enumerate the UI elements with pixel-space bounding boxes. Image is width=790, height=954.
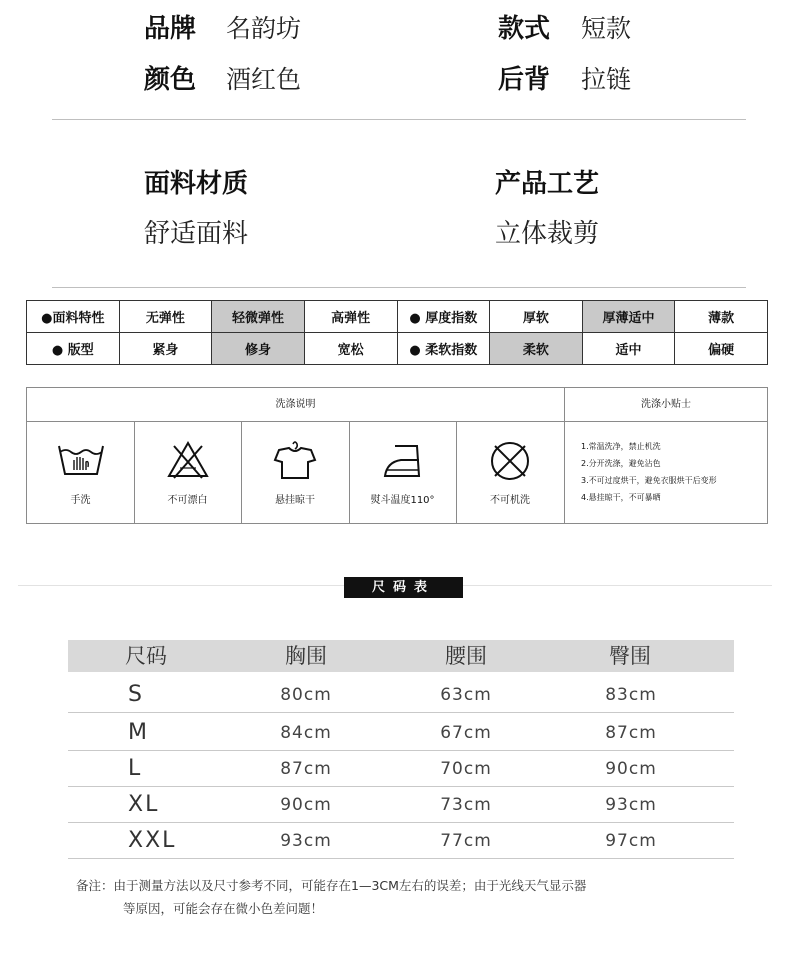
wash-item xyxy=(27,422,134,524)
attr-cell-selected: 修身 xyxy=(212,333,305,365)
wash-item xyxy=(134,422,241,524)
size-cell: XXL xyxy=(128,828,177,853)
table-row xyxy=(68,715,734,751)
waist-cell: 63cm xyxy=(440,685,492,705)
attribute-row-fit xyxy=(27,333,768,365)
brand-value: 名韵坊 xyxy=(226,14,302,43)
table-row xyxy=(68,823,734,859)
style-value: 短款 xyxy=(581,14,632,43)
attr-cell-selected: 柔软 xyxy=(490,333,583,365)
attr-cell: ● 厚度指数 xyxy=(397,301,490,333)
iron-icon xyxy=(381,440,425,480)
header-waist: 腰围 xyxy=(445,644,487,668)
chest-cell: 80cm xyxy=(280,685,332,705)
attr-cell: 紧身 xyxy=(119,333,212,365)
hip-cell: 83cm xyxy=(605,685,657,705)
table-row xyxy=(68,787,734,823)
attr-cell: 厚软 xyxy=(490,301,583,333)
attribute-row-fabric xyxy=(27,301,768,333)
note-line-1: 备注：由于测量方法以及尺寸参考不同，可能存在1—3CM左右的误差；由于光线天气显示器 xyxy=(76,878,587,893)
attr-cell: 宽松 xyxy=(304,333,397,365)
waist-cell: 70cm xyxy=(440,759,492,779)
wash-item-label: 不可漂白 xyxy=(167,495,208,506)
chest-cell: 93cm xyxy=(280,831,332,851)
divider xyxy=(52,119,746,120)
wash-instructions xyxy=(26,387,768,524)
style-label: 款式 xyxy=(498,14,551,44)
wash-tip: 3.不可过度烘干，避免衣服烘干后变形 xyxy=(581,476,717,485)
wash-tip: 2.分开洗涤，避免沾色 xyxy=(581,459,661,468)
attr-cell-selected: 轻微弹性 xyxy=(212,301,305,333)
attr-cell: 薄款 xyxy=(675,301,768,333)
fabric-value: 舒适面料 xyxy=(144,219,249,249)
no-bleach-icon xyxy=(166,440,210,480)
hip-cell: 87cm xyxy=(605,723,657,743)
attr-cell: ● 柔软指数 xyxy=(397,333,490,365)
size-cell: XL xyxy=(128,792,160,817)
attr-cell: 偏硬 xyxy=(675,333,768,365)
craft-value: 立体裁剪 xyxy=(495,219,600,249)
chest-cell: 90cm xyxy=(280,795,332,815)
back-label: 后背 xyxy=(498,65,551,95)
size-table-header xyxy=(68,640,734,672)
size-cell: M xyxy=(128,720,149,745)
hip-cell: 90cm xyxy=(605,759,657,779)
table-row xyxy=(68,677,734,713)
waist-cell: 77cm xyxy=(440,831,492,851)
no-machine-wash-icon xyxy=(489,440,531,482)
hand-wash-icon xyxy=(56,440,106,478)
wash-item-label: 悬挂晾干 xyxy=(275,495,315,506)
back-value: 拉链 xyxy=(581,65,632,94)
header-hip: 臀围 xyxy=(609,644,651,668)
wash-tip: 4.悬挂晾干，不可暴晒 xyxy=(581,493,661,502)
attr-cell-selected: 厚薄适中 xyxy=(582,301,675,333)
divider xyxy=(564,388,565,524)
chest-cell: 84cm xyxy=(280,723,332,743)
wash-item-label: 不可机洗 xyxy=(490,495,530,506)
attr-cell: ●面料特性 xyxy=(27,301,120,333)
header-size: 尺码 xyxy=(125,644,167,668)
color-value: 酒红色 xyxy=(226,65,302,94)
attr-cell: 无弹性 xyxy=(119,301,212,333)
wash-item-label: 手洗 xyxy=(70,495,91,506)
fabric-title: 面料材质 xyxy=(144,169,249,199)
size-chart-title: 尺码表 xyxy=(344,577,463,598)
size-cell: S xyxy=(128,682,144,707)
hang-dry-icon xyxy=(273,440,317,480)
waist-cell: 73cm xyxy=(440,795,492,815)
hip-cell: 97cm xyxy=(605,831,657,851)
wash-header: 洗涤说明 xyxy=(27,388,564,422)
wash-item-label: 熨斗温度110° xyxy=(370,495,435,506)
hip-cell: 93cm xyxy=(605,795,657,815)
wash-tips-list xyxy=(581,438,717,506)
waist-cell: 67cm xyxy=(440,723,492,743)
header-chest: 胸围 xyxy=(285,644,327,668)
brand-label: 品牌 xyxy=(144,14,197,44)
note-line-2: 等原因，可能会存在微小色差问题！ xyxy=(123,901,324,916)
table-row xyxy=(68,751,734,787)
craft-title: 产品工艺 xyxy=(495,169,600,199)
wash-item xyxy=(349,422,456,524)
divider xyxy=(52,287,746,288)
wash-tip: 1.常温洗净，禁止机洗 xyxy=(581,442,661,451)
attr-cell: 高弹性 xyxy=(304,301,397,333)
color-label: 颜色 xyxy=(144,65,197,95)
size-cell: L xyxy=(128,756,143,781)
wash-item xyxy=(456,422,564,524)
wash-tips-header: 洗涤小贴士 xyxy=(564,388,768,422)
wash-item xyxy=(241,422,349,524)
attr-cell: 适中 xyxy=(582,333,675,365)
attr-cell: ● 版型 xyxy=(27,333,120,365)
chest-cell: 87cm xyxy=(280,759,332,779)
attribute-table xyxy=(26,300,768,365)
